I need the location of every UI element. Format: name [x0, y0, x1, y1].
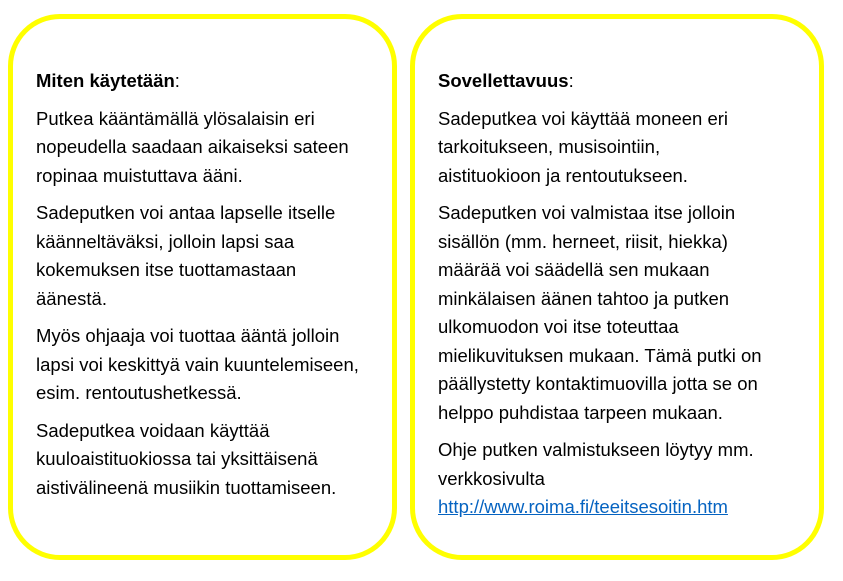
applicability-paragraph-2 [438, 199, 811, 427]
paragraph-line: Ohje putken valmistukseen löytyy mm. [438, 439, 754, 460]
applicability-heading [438, 67, 811, 96]
applicability-heading-colon: : [568, 70, 574, 91]
paragraph-line: Sadeputkea voidaan käyttää [36, 419, 270, 441]
paragraph-line: verkkosivulta [438, 467, 545, 489]
usage-paragraph-2 [36, 199, 384, 313]
applicability-paragraph-3 [438, 436, 811, 522]
paragraph-line: päällystetty kontaktimuovilla jotta se on [438, 373, 758, 394]
paragraph-line: aistituokioon ja rentoutukseen. [438, 164, 688, 186]
paragraph-line: nopeudella saadaan aikaiseksi sateen [36, 136, 349, 157]
how-to-use-heading-text: Miten käytetään [36, 70, 175, 91]
applicability-card [410, 14, 824, 560]
paragraph-line: määrää voi säädellä sen mukaan [438, 259, 710, 280]
how-to-use-heading-colon: : [174, 70, 180, 91]
paragraph-line: esim. rentoutushetkessä. [36, 382, 242, 403]
paragraph-line: kuuloaistituokiossa tai yksittäisenä [36, 448, 318, 469]
paragraph-line: lapsi voi keskittyä vain kuuntelemiseen, [36, 353, 359, 375]
paragraph-line: aistivälineenä musiikin tuottamiseen. [36, 476, 337, 498]
paragraph-line: Sadeputken voi antaa lapselle itselle [36, 202, 336, 223]
paragraph-line: Sadeputkea voi käyttää moneen eri [438, 107, 729, 129]
usage-paragraph-1 [36, 105, 384, 191]
paragraph-line: ulkomuodon voi itse toteuttaa [438, 316, 679, 337]
applicability-heading-text: Sovellettavuus [438, 70, 569, 91]
applicability-paragraph-1 [438, 105, 811, 191]
paragraph-line: helppo puhdistaa tarpeen mukaan. [438, 401, 723, 423]
paragraph-line: mielikuvituksen mukaan. Tämä putki on [438, 344, 762, 366]
paragraph-line: kokemuksen itse tuottamastaan [36, 259, 297, 280]
how-to-use-content [36, 67, 384, 511]
paragraph-line: Myös ohjaaja voi tuottaa ääntä jolloin [36, 325, 340, 346]
paragraph-line: äänestä. [36, 287, 107, 309]
paragraph-line: sisällön (mm. herneet, riisit, hiekka) [438, 230, 728, 252]
usage-paragraph-3 [36, 322, 384, 408]
instructions-link[interactable]: http://www.roima.fi/teeitsesoitin.htm [438, 496, 728, 517]
paragraph-line: käänneltäväksi, jolloin lapsi saa [36, 230, 295, 252]
how-to-use-card [8, 14, 397, 560]
paragraph-line: Putkea kääntämällä ylösalaisin eri [36, 107, 315, 129]
paragraph-line: minkälaisen äänen tahtoo ja putken [438, 287, 730, 309]
paragraph-line: tarkoitukseen, musisointiin, [438, 136, 661, 157]
paragraph-line: ropinaa muistuttava ääni. [36, 164, 243, 186]
usage-paragraph-4 [36, 417, 384, 503]
applicability-content [438, 67, 811, 531]
how-to-use-heading [36, 67, 384, 96]
paragraph-line: Sadeputken voi valmistaa itse jolloin [438, 202, 736, 223]
